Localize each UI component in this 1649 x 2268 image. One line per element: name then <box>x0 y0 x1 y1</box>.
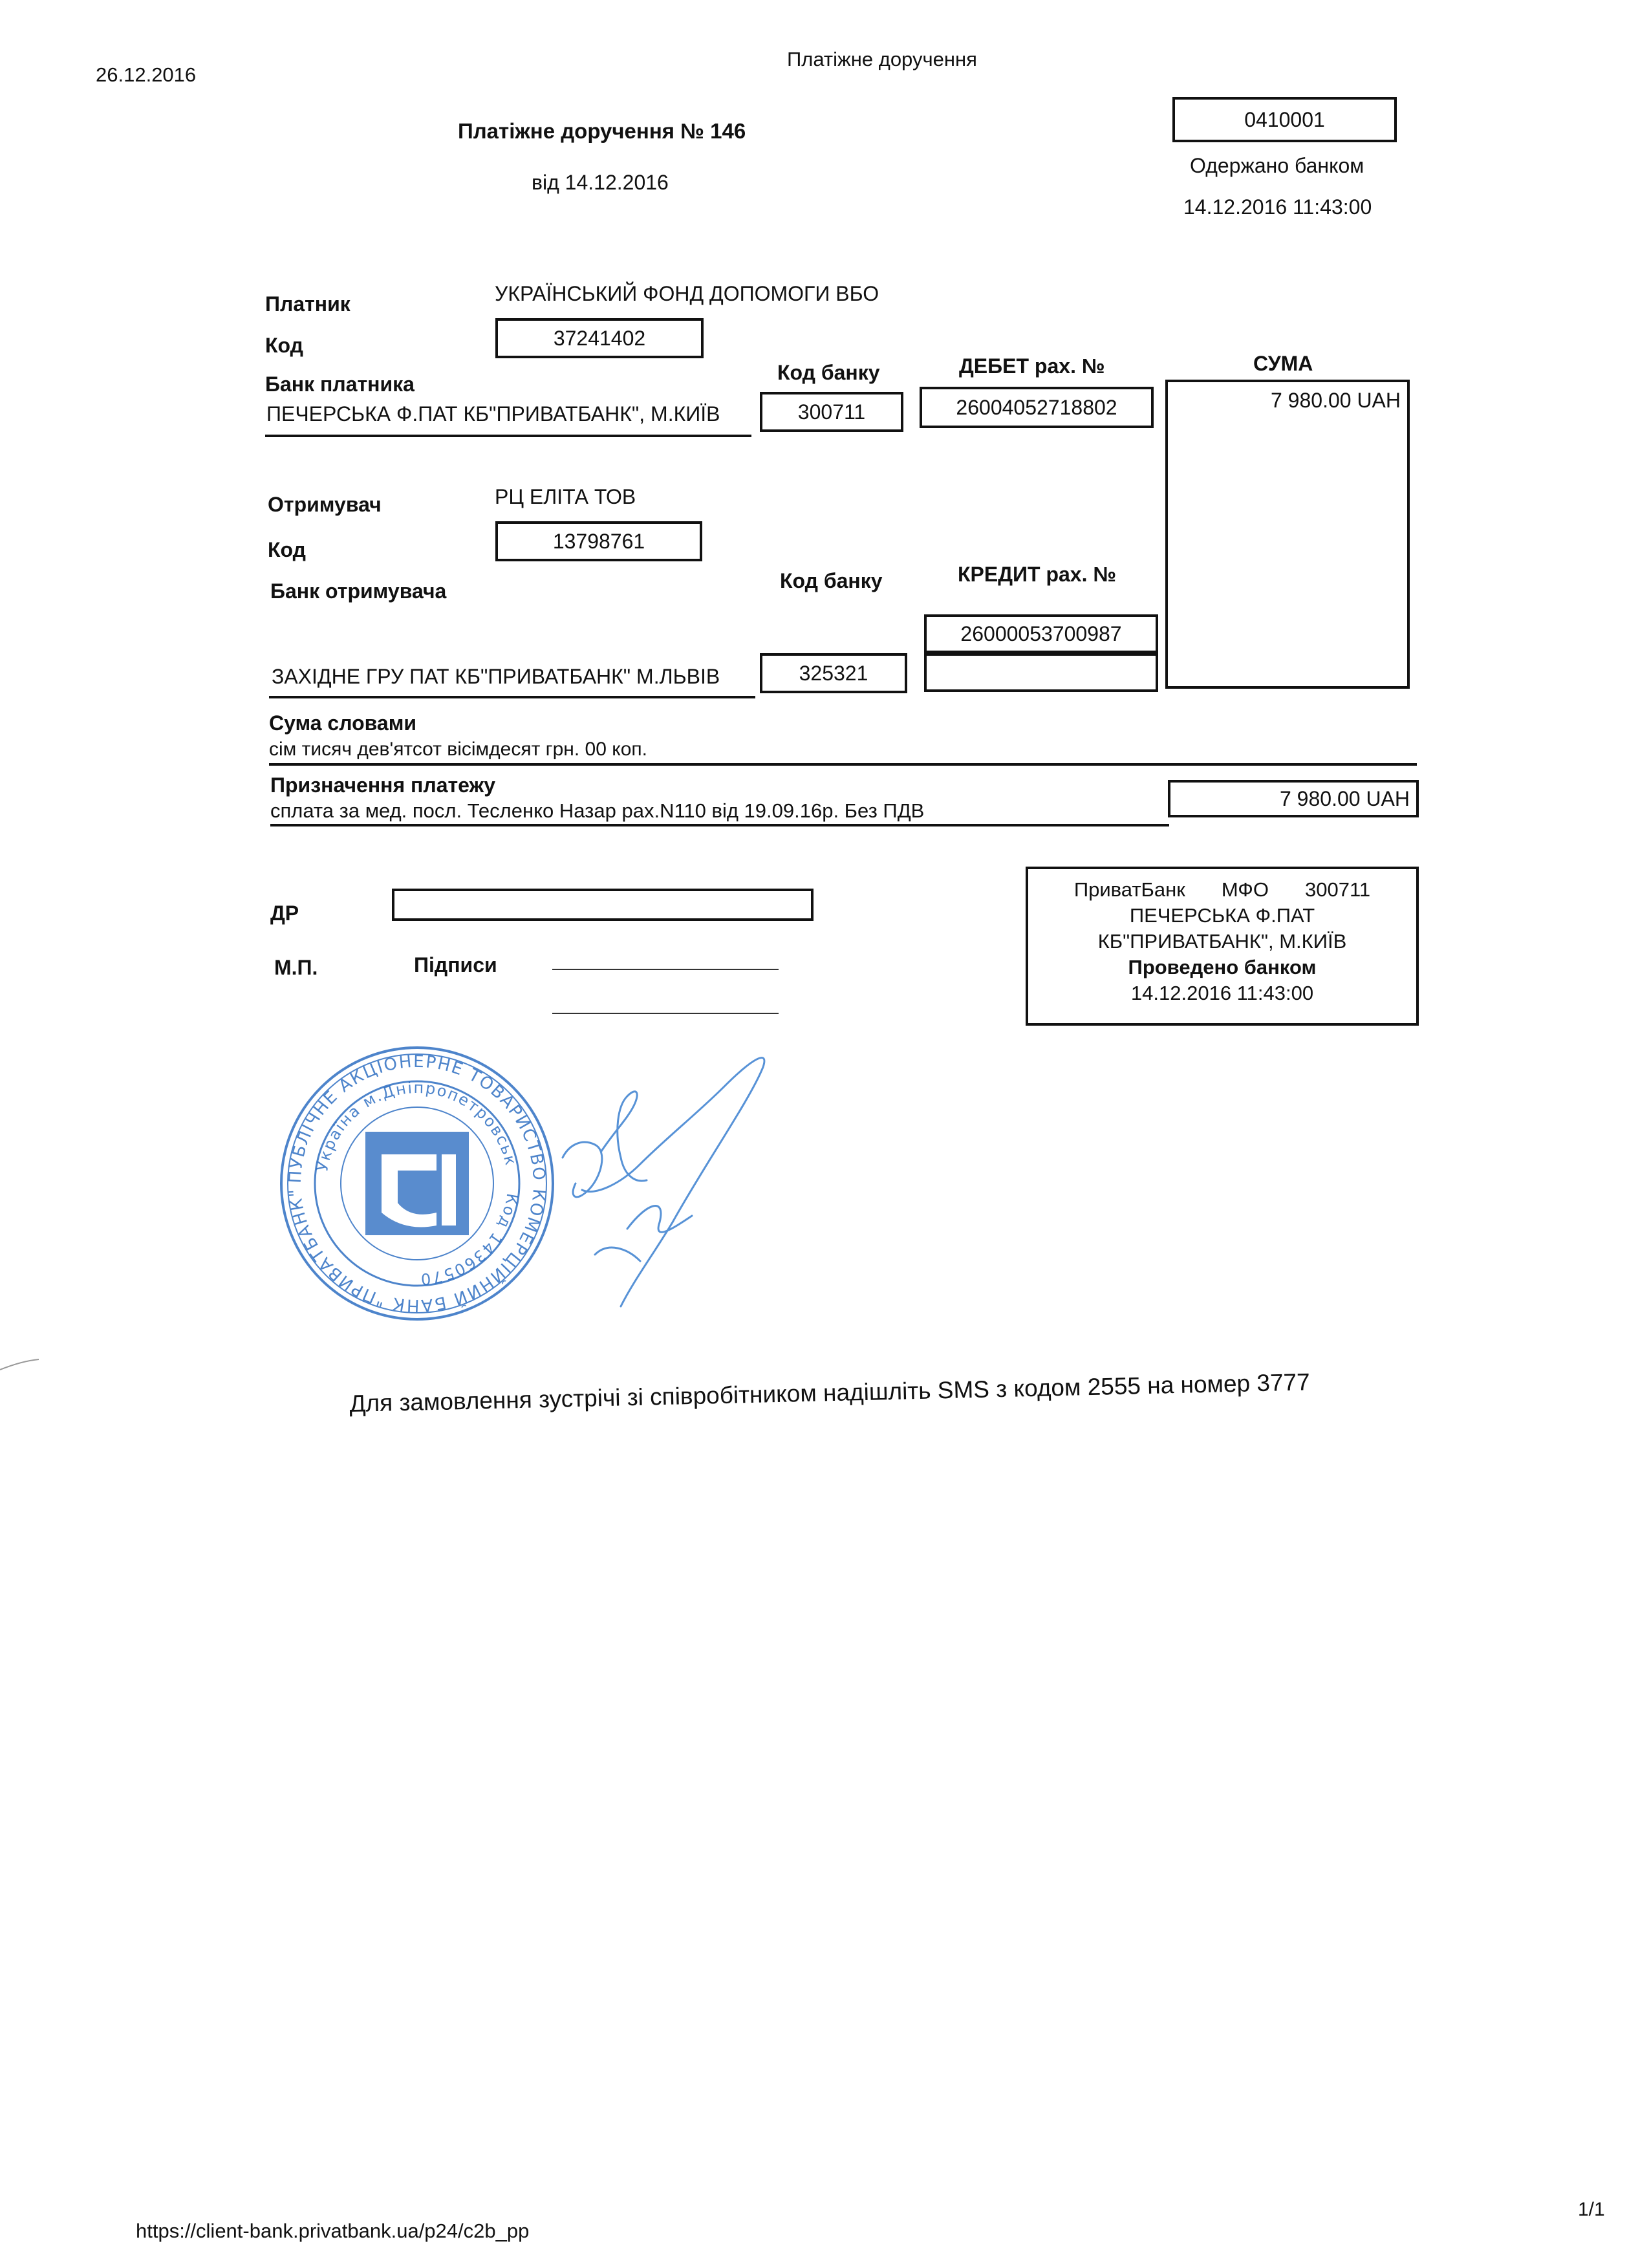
privatbank-logo-icon <box>365 1132 469 1235</box>
stamp-bank-row <box>1074 877 1370 903</box>
mp-label: М.П. <box>274 956 318 979</box>
source-url[interactable]: https://client-bank.privatbank.ua/p24/c2b_pp <box>136 2219 530 2242</box>
signatures-label: Підписи <box>414 953 497 977</box>
payer-bank-name: ПЕЧЕРСЬКА Ф.ПАТ КБ"ПРИВАТБАНК", М.КИЇВ <box>266 402 720 426</box>
recipient-bank-code: 325321 <box>799 661 868 685</box>
stamp-processed-label: Проведено банком <box>1128 956 1317 978</box>
page-number: 1/1 <box>1578 2199 1605 2220</box>
recipient-bank-label: Банк отримувача <box>270 579 447 603</box>
debit-account-label: ДЕБЕТ рах. № <box>959 354 1105 378</box>
purpose-amount: 7 980.00 UAH <box>1279 786 1410 810</box>
recipient-bank-name: ЗАХІДНЕ ГРУ ПАТ КБ"ПРИВАТБАНК" М.ЛЬВІВ <box>272 665 720 688</box>
stamp-mfo-label: МФО <box>1221 878 1269 901</box>
seal-code-text: Код 14360570 <box>418 1192 522 1289</box>
purpose-value: сплата за мед. посл. Тесленко Назар рах.N110 від 19.09.16р. Без ПДВ <box>270 799 925 822</box>
payer-label: Платник <box>265 292 350 316</box>
document-date: від 14.12.2016 <box>532 171 669 194</box>
amount-words-underline <box>269 763 1417 766</box>
amount-label: СУМА <box>1253 352 1313 375</box>
recipient-code-box <box>495 521 702 561</box>
recipient-name: РЦ ЕЛІТА ТОВ <box>495 485 636 508</box>
signature-line-2 <box>552 1013 779 1014</box>
form-code-box <box>1172 97 1397 142</box>
recipient-label: Отримувач <box>268 493 382 516</box>
purpose-amount-box <box>1168 780 1419 817</box>
recipient-code-label: Код <box>268 538 306 561</box>
credit-account-label: КРЕДИТ рах. № <box>958 563 1117 586</box>
seal-inner-text: Україна м.Дніпропетровськ <box>313 1078 521 1173</box>
stamp-bank-name: ПриватБанк <box>1073 878 1185 901</box>
payer-code-box <box>495 318 704 358</box>
amount-words-label: Сума словами <box>269 711 417 735</box>
stamp-mfo: 300711 <box>1304 878 1371 901</box>
round-seal <box>275 1041 559 1326</box>
payer-bank-code-label: Код банку <box>777 361 880 384</box>
document-title: Платіжне доручення № 146 <box>458 119 746 143</box>
recipient-bank-code-label: Код банку <box>780 569 883 592</box>
recipient-bank-underline <box>269 696 755 698</box>
payer-bank-code: 300711 <box>797 400 866 424</box>
payer-bank-label: Банк платника <box>265 373 415 396</box>
received-label: Одержано банком <box>1190 154 1364 177</box>
recipient-code: 13798761 <box>552 529 645 553</box>
amount-words-value: сім тисяч дев'ятсот вісімдесят грн. 00 коп. <box>269 739 647 760</box>
stamp-branch-line2: КБ"ПРИВАТБАНК", М.КИЇВ <box>1097 930 1347 953</box>
handwritten-signature <box>556 1035 802 1319</box>
debit-account: 26004052718802 <box>956 395 1117 419</box>
dr-label: ДР <box>270 902 299 925</box>
payer-name: УКРАЇНСЬКИЙ ФОНД ДОПОМОГИ ВБО <box>495 282 879 305</box>
credit-account-empty-box <box>924 653 1158 692</box>
amount-value: 7 980.00 UAH <box>1270 389 1401 412</box>
payer-code: 37241402 <box>553 326 646 350</box>
signature-line-1 <box>552 969 779 970</box>
sms-notice: Для замовлення зустрічі зі співробітником надішліть SMS з кодом 2555 на номер 3777 <box>349 1368 1311 1417</box>
print-date: 26.12.2016 <box>96 63 197 86</box>
document-heading: Платіжне доручення <box>787 48 977 70</box>
recipient-bank-code-box <box>760 653 907 693</box>
dr-field-box <box>392 889 814 921</box>
seal-bank-text: "ПРИВАТБАНК" <box>286 1187 388 1310</box>
round-seal-graphic <box>275 1041 559 1326</box>
payer-bank-code-box <box>760 392 903 432</box>
bank-processed-stamp <box>1026 867 1419 1026</box>
purpose-label: Призначення платежу <box>270 773 496 797</box>
debit-account-box <box>920 387 1154 428</box>
scan-edge-mark <box>0 1358 39 1371</box>
payer-code-label: Код <box>265 334 303 357</box>
credit-account: 26000053700987 <box>960 621 1122 645</box>
form-code: 0410001 <box>1244 107 1325 131</box>
received-datetime: 14.12.2016 11:43:00 <box>1183 195 1372 219</box>
stamp-branch-line1: ПЕЧЕРСЬКА Ф.ПАТ <box>1129 904 1315 927</box>
signature-graphic <box>556 1035 802 1319</box>
payer-bank-underline <box>265 435 751 437</box>
seal-outer-text: ПУБЛІЧНЕ АКЦІОНЕРНЕ ТОВАРИСТВО КОМЕРЦІЙНИЙ БАНК <box>285 1052 549 1315</box>
stamp-processed-datetime: 14.12.2016 11:43:00 <box>1130 982 1314 1004</box>
credit-account-box <box>924 614 1158 653</box>
amount-box <box>1165 380 1410 689</box>
purpose-underline <box>270 824 1169 826</box>
